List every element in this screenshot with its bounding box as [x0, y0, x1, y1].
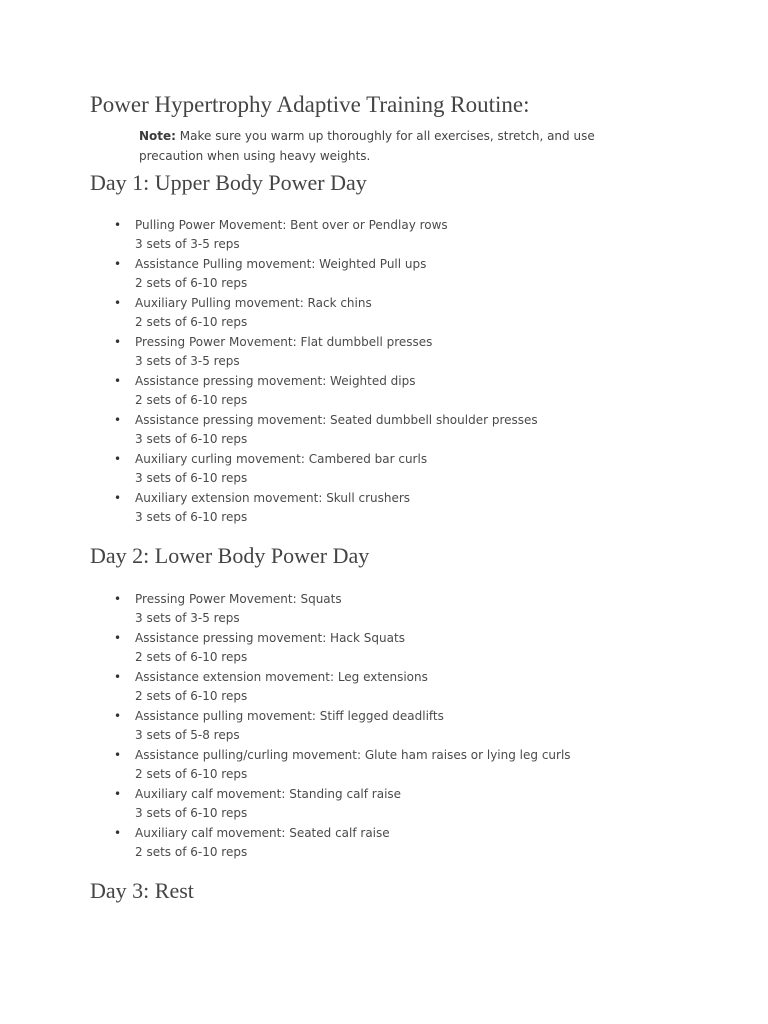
- exercise-sets: 3 sets of 3-5 reps: [135, 354, 240, 368]
- exercise-sets: 2 sets of 6-10 reps: [135, 315, 248, 329]
- bullet-icon: •: [114, 257, 122, 271]
- exercise-name: Pulling Power Movement: Bent over or Pendlay rows: [135, 218, 448, 232]
- exercise-sets: 2 sets of 6-10 reps: [135, 650, 248, 664]
- bullet-icon: •: [114, 592, 122, 606]
- exercise-sets: 2 sets of 6-10 reps: [135, 276, 248, 290]
- exercise-name: Auxiliary extension movement: Skull crushers: [135, 491, 411, 505]
- bullet-icon: •: [114, 296, 122, 310]
- note-label: Note:: [139, 129, 176, 143]
- exercise-name: Auxiliary calf movement: Seated calf raise: [135, 826, 390, 840]
- day-3-heading: Day 3: Rest: [90, 878, 194, 903]
- bullet-icon: •: [114, 374, 122, 388]
- exercise-sets: 3 sets of 6-10 reps: [135, 471, 248, 485]
- exercise-name: Assistance pulling/curling movement: Glute ham raises or lying leg curls: [135, 748, 571, 762]
- bullet-icon: •: [114, 218, 122, 232]
- bullet-icon: •: [114, 491, 122, 505]
- bullet-icon: •: [114, 413, 122, 427]
- exercise-name: Assistance extension movement: Leg extensions: [135, 670, 428, 684]
- bullet-icon: •: [114, 748, 122, 762]
- bullet-icon: •: [114, 709, 122, 723]
- bullet-icon: •: [114, 670, 122, 684]
- exercise-name: Assistance pulling movement: Stiff legged deadlifts: [135, 709, 444, 723]
- exercise-name: Assistance Pulling movement: Weighted Pull ups: [135, 257, 427, 271]
- exercise-sets: 3 sets of 5-8 reps: [135, 728, 240, 742]
- exercise-name: Assistance pressing movement: Seated dumbbell shoulder presses: [135, 413, 538, 427]
- exercise-name: Auxiliary Pulling movement: Rack chins: [135, 296, 372, 310]
- bullet-icon: •: [114, 335, 122, 349]
- bullet-icon: •: [114, 826, 122, 840]
- exercise-sets: 2 sets of 6-10 reps: [135, 393, 248, 407]
- document-title: Power Hypertrophy Adaptive Training Routine:: [90, 92, 530, 117]
- warmup-note: [139, 126, 659, 166]
- exercise-sets: 2 sets of 6-10 reps: [135, 767, 248, 781]
- exercise-sets: 2 sets of 6-10 reps: [135, 845, 248, 859]
- exercise-name: Auxiliary calf movement: Standing calf raise: [135, 787, 402, 801]
- exercise-sets: 3 sets of 3-5 reps: [135, 237, 240, 251]
- exercise-name: Pressing Power Movement: Flat dumbbell presses: [135, 335, 433, 349]
- bullet-icon: •: [114, 787, 122, 801]
- exercise-sets: 3 sets of 6-10 reps: [135, 432, 248, 446]
- exercise-name: Assistance pressing movement: Weighted dips: [135, 374, 416, 388]
- exercise-name: Auxiliary curling movement: Cambered bar curls: [135, 452, 428, 466]
- exercise-sets: 3 sets of 3-5 reps: [135, 611, 240, 625]
- bullet-icon: •: [114, 452, 122, 466]
- exercise-name: Pressing Power Movement: Squats: [135, 592, 342, 606]
- day-2-heading: Day 2: Lower Body Power Day: [90, 543, 370, 568]
- exercise-name: Assistance pressing movement: Hack Squats: [135, 631, 405, 645]
- note-text: Make sure you warm up thoroughly for all exercises, stretch, and use precaution when using heavy weights.: [139, 129, 595, 163]
- day-1-heading: Day 1: Upper Body Power Day: [90, 170, 367, 195]
- exercise-sets: 3 sets of 6-10 reps: [135, 806, 248, 820]
- exercise-sets: 2 sets of 6-10 reps: [135, 689, 248, 703]
- bullet-icon: •: [114, 631, 122, 645]
- exercise-sets: 3 sets of 6-10 reps: [135, 510, 248, 524]
